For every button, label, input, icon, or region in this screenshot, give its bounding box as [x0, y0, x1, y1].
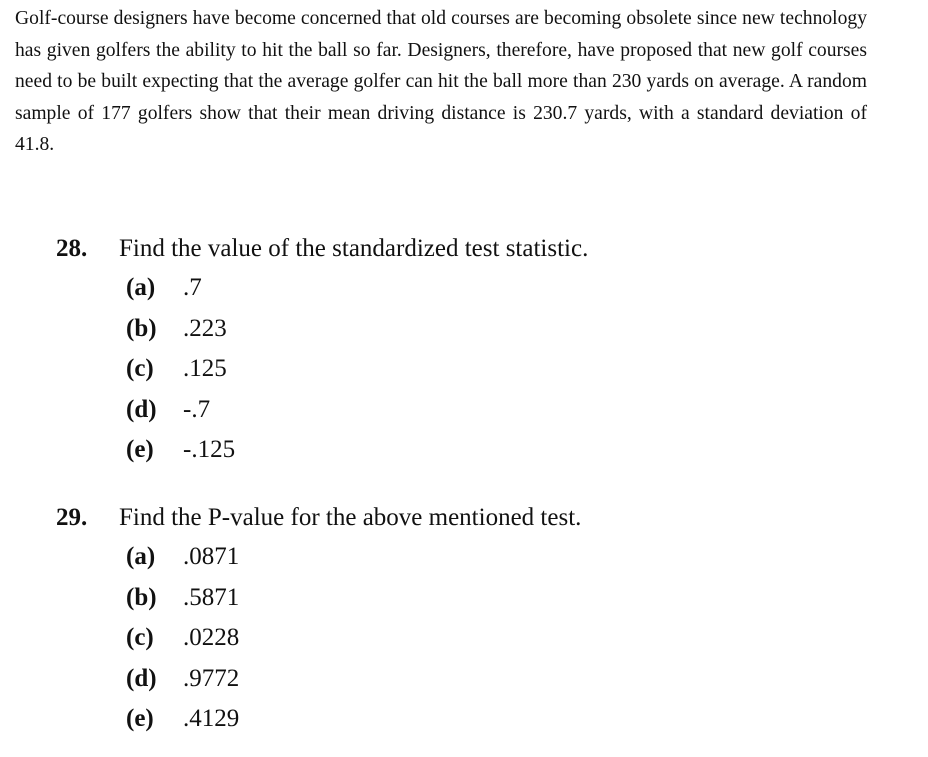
option-value: -.7	[183, 395, 211, 423]
option-label: (d)	[126, 395, 157, 423]
option-value: .0871	[183, 543, 240, 570]
question-text: Find the P-value for the above mentioned test.	[119, 504, 582, 531]
question-29	[56, 499, 876, 740]
answer-option-a[interactable]	[126, 268, 876, 309]
answer-options	[56, 268, 876, 471]
answer-option-b[interactable]	[126, 309, 876, 350]
question-heading	[56, 230, 876, 268]
option-label: (e)	[126, 436, 154, 463]
option-value: .4129	[183, 705, 240, 732]
option-value: -.125	[183, 436, 236, 463]
answer-option-e[interactable]	[126, 699, 876, 740]
option-label: (d)	[126, 664, 157, 692]
answer-options	[56, 537, 876, 740]
question-28	[56, 230, 876, 471]
question-number: 28.	[56, 235, 88, 262]
answer-option-c[interactable]	[126, 618, 876, 659]
option-value: .223	[183, 314, 227, 342]
answer-option-a[interactable]	[126, 537, 876, 578]
option-value: .9772	[183, 664, 240, 692]
answer-option-d[interactable]	[126, 659, 876, 700]
problem-intro: Golf-course designers have become concerned that old courses are becoming obsolete since new technology has given golfers the ability to hit the ball so far. Designers, therefore, have proposed that new golf courses need to be built expecting that the average golfer can hit the ball more than 230 yards on average. A random sample of 177 golfers show that their mean driving distance is 230.7 yards, with a standard deviation of 41.8.	[15, 8, 867, 155]
option-label: (b)	[126, 314, 157, 342]
option-label: (a)	[126, 543, 156, 570]
answer-option-b[interactable]	[126, 578, 876, 619]
option-label: (c)	[126, 355, 154, 382]
option-value: .125	[183, 355, 227, 382]
question-number: 29.	[56, 504, 88, 531]
question-heading	[56, 499, 876, 537]
option-label: (a)	[126, 274, 156, 301]
option-label: (e)	[126, 705, 154, 732]
option-label: (b)	[126, 583, 157, 611]
answer-option-d[interactable]	[126, 390, 876, 431]
option-value: .0228	[183, 624, 240, 651]
option-value: .7	[183, 274, 202, 301]
answer-option-e[interactable]	[126, 430, 876, 471]
answer-option-c[interactable]	[126, 349, 876, 390]
option-label: (c)	[126, 624, 154, 651]
option-value: .5871	[183, 583, 240, 611]
question-text: Find the value of the standardized test statistic.	[119, 235, 589, 262]
